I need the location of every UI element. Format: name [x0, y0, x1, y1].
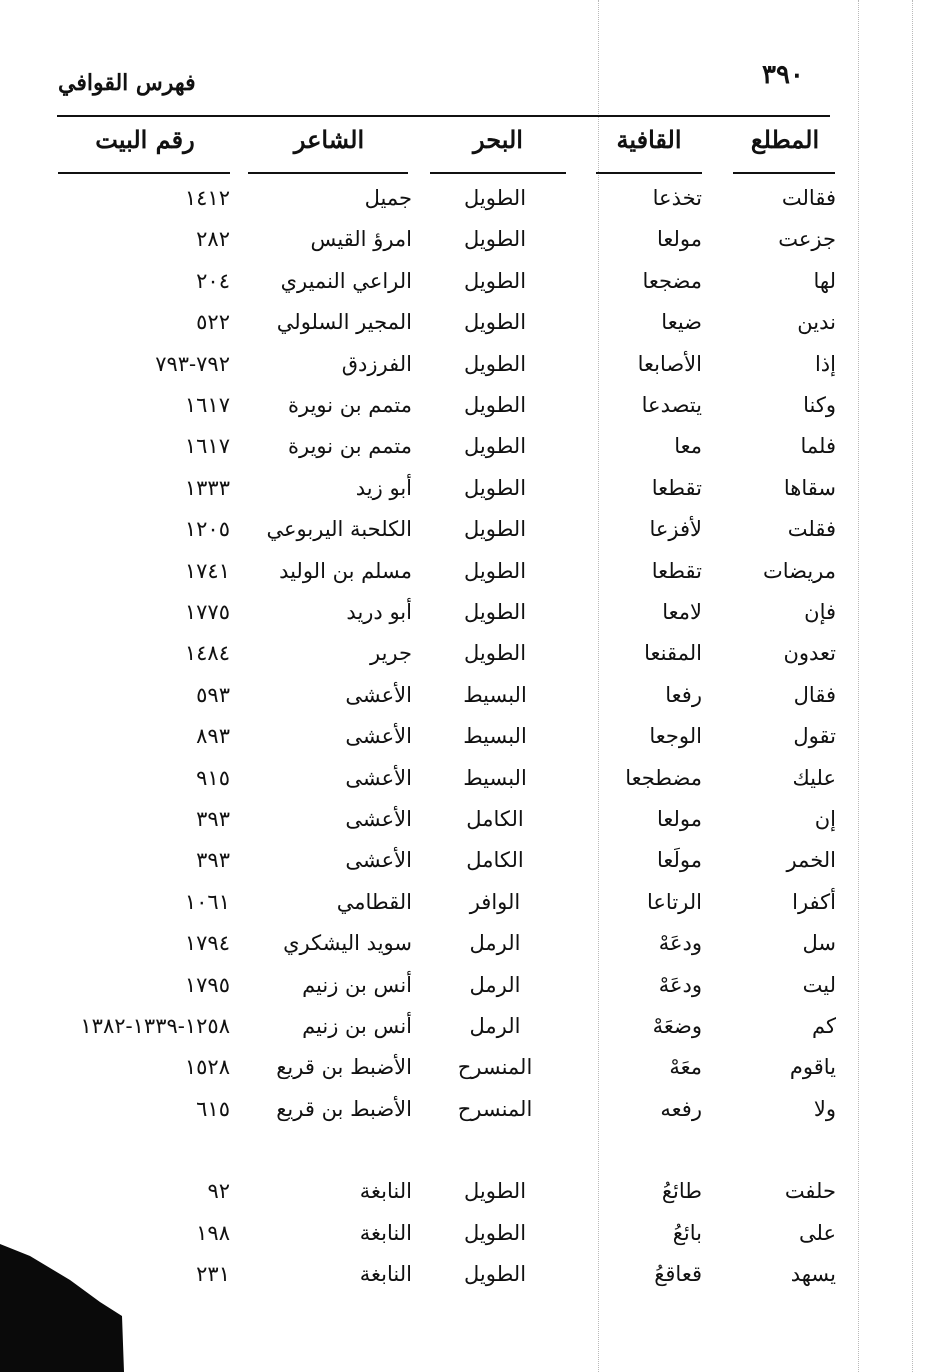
bahr-cell: الطويل — [463, 517, 527, 542]
verse-number-cell: ٥٢٢ — [196, 310, 230, 335]
shaer-cell: سويد اليشكري — [283, 931, 412, 956]
shaer-cell: جميل — [364, 186, 412, 210]
matla-cell: ولا — [813, 1096, 836, 1121]
verse-number-cell: ١٧٩٥ — [184, 972, 230, 997]
bahr-cell: البسيط — [463, 682, 527, 707]
matla-cell: مريضات — [762, 558, 836, 583]
scan-shadow-corner — [0, 1236, 124, 1372]
qafiya-cell: ضيعا — [661, 310, 702, 335]
shaer-cell: أبو زيد — [355, 475, 412, 500]
bahr-cell: المنسرح — [457, 1055, 533, 1080]
table-row — [0, 923, 934, 964]
shaer-cell: الأضبط بن قريع — [276, 1055, 412, 1080]
bahr-cell: الطويل — [463, 268, 527, 293]
table-row — [0, 385, 934, 426]
column-header-raqm: رقم البيت — [95, 125, 195, 154]
qafiya-cell: مضجعا — [642, 268, 702, 293]
qafiya-cell: الوجعا — [649, 724, 702, 749]
qafiya-cell: مضطجعا — [625, 765, 702, 790]
bahr-cell: الطويل — [463, 393, 527, 417]
table-row — [0, 468, 934, 509]
column-header-matla: المطلع — [750, 125, 820, 154]
shaer-cell: مسلم بن الوليد — [279, 558, 412, 583]
column-header-qafiya: القافية — [616, 125, 682, 154]
matla-cell: إن — [814, 807, 836, 831]
qafiya-cell: ودعَهْ — [658, 931, 702, 956]
table-row — [0, 219, 934, 260]
bahr-cell: الطويل — [463, 1262, 527, 1286]
matla-cell: ياقوم — [789, 1055, 836, 1080]
bahr-cell: الكامل — [466, 848, 524, 873]
verse-number-cell: ٢٨٢ — [196, 227, 230, 252]
matla-cell: فقلت — [787, 517, 836, 542]
bahr-cell: الطويل — [463, 1220, 527, 1245]
verse-number-cell: ٨٩٣ — [196, 724, 230, 749]
qafiya-cell: رفعا — [665, 682, 702, 707]
qafiya-cell: مولعا — [656, 227, 702, 252]
qafiya-cell: قعاقعُ — [654, 1262, 702, 1286]
matla-cell: ليت — [802, 972, 836, 997]
qafiya-cell: معا — [674, 434, 702, 459]
verse-number-cell: ١٢٠٥ — [184, 517, 230, 542]
matla-cell: الخمر — [786, 848, 836, 873]
qafiya-cell: لامعا — [662, 600, 702, 624]
matla-cell: حلفت — [784, 1179, 836, 1204]
qafiya-cell: الرتاعا — [647, 889, 702, 914]
table-row — [0, 551, 934, 592]
table-row — [0, 882, 934, 923]
verse-number-cell: ١٠٦١ — [184, 889, 230, 914]
table-row — [0, 1171, 934, 1212]
shaer-cell: الأعشى — [345, 682, 412, 707]
table-row — [0, 302, 934, 343]
table-row — [0, 675, 934, 716]
table-row — [0, 633, 934, 674]
bahr-cell: البسيط — [463, 724, 527, 749]
table-row — [0, 716, 934, 757]
shaer-cell: الكلحبة اليربوعي — [266, 517, 412, 542]
bahr-cell: الطويل — [463, 186, 527, 210]
table-row — [0, 178, 934, 219]
table-row — [0, 592, 934, 633]
shaer-cell: الأعشى — [345, 765, 412, 790]
table-row — [0, 1213, 934, 1254]
qafiya-cell: بائعُ — [672, 1220, 702, 1245]
verse-number-cell: ٥٩٣ — [196, 682, 230, 707]
verse-number-cell: ٢٣١ — [196, 1262, 230, 1286]
table-row — [0, 509, 934, 550]
shaer-cell: الفرزدق — [341, 351, 412, 376]
table-row — [0, 426, 934, 467]
verse-number-cell: ١٦١٧ — [184, 393, 230, 417]
verse-number-cell: ١٦١٧ — [184, 434, 230, 459]
matla-cell: فقال — [793, 682, 836, 707]
qafiya-cell: وضعَهْ — [652, 1014, 702, 1038]
shaer-cell: الأعشى — [345, 807, 412, 831]
column-header-bahr: البحر — [473, 125, 523, 154]
matla-cell: على — [799, 1220, 836, 1245]
verse-number-cell: ١٣٣٣ — [184, 475, 230, 500]
table-row — [0, 1047, 934, 1088]
table-row — [0, 1089, 934, 1130]
matla-cell: كم — [812, 1014, 836, 1038]
bahr-cell: الطويل — [463, 434, 527, 459]
shaer-cell: متمم بن نويرة — [287, 434, 412, 459]
shaer-cell: متمم بن نويرة — [287, 393, 412, 417]
shaer-cell: الأعشى — [345, 724, 412, 749]
matla-cell: أكفرا — [792, 889, 836, 914]
matla-cell: تقول — [793, 724, 836, 749]
table-row — [0, 1006, 934, 1047]
matla-cell: جزعت — [778, 227, 836, 252]
qafiya-cell: لأفزعا — [649, 517, 702, 542]
matla-cell: سقاها — [783, 475, 836, 500]
matla-cell: عليك — [792, 765, 836, 790]
matla-cell: فقالت — [781, 186, 836, 210]
shaer-cell: الراعي النميري — [280, 268, 412, 293]
bahr-cell: البسيط — [463, 765, 527, 790]
bahr-cell: الوافر — [469, 889, 521, 914]
table-row — [0, 965, 934, 1006]
qafiya-cell: ودعَهْ — [658, 972, 702, 997]
shaer-cell: الأعشى — [345, 848, 412, 873]
verse-number-cell: ٧٩٢-٧٩٣ — [155, 351, 230, 376]
shaer-cell: امرؤ القيس — [310, 227, 412, 252]
table-row — [0, 840, 934, 881]
verse-number-cell: ١٧٧٥ — [184, 600, 230, 624]
shaer-cell: النابغة — [359, 1179, 412, 1204]
shaer-cell: القطامي — [336, 889, 412, 914]
verse-number-cell: ٣٩٣ — [196, 807, 230, 831]
matla-cell: ندين — [797, 310, 836, 335]
matla-cell: لها — [813, 268, 836, 293]
verse-number-cell: ٩١٥ — [196, 765, 230, 790]
verse-number-cell: ١٧٤١ — [184, 558, 230, 583]
bahr-cell: المنسرح — [457, 1096, 533, 1121]
verse-number-cell: ١٢٥٨-١٣٣٩-١٣٨٢ — [80, 1014, 230, 1038]
verse-number-cell: ١٧٩٤ — [184, 931, 230, 956]
bahr-cell: الرمل — [469, 931, 521, 956]
matla-cell: سل — [802, 931, 836, 956]
bahr-cell: الطويل — [463, 641, 527, 666]
shaer-cell: أنس بن زنيم — [302, 972, 412, 997]
shaer-cell: النابغة — [359, 1262, 412, 1286]
column-header-shaer: الشاعر — [293, 125, 365, 154]
bahr-cell: الطويل — [463, 600, 527, 624]
qafiya-cell: رفعه — [660, 1096, 702, 1121]
verse-number-cell: ١٤١٢ — [184, 186, 230, 210]
table-row — [0, 1254, 934, 1295]
verse-number-cell: ٦١٥ — [196, 1096, 230, 1121]
shaer-cell: أنس بن زنيم — [302, 1014, 412, 1038]
verse-number-cell: ٩٢ — [207, 1179, 230, 1204]
matla-cell: تعدون — [783, 641, 836, 666]
qafiya-cell: طائعُ — [661, 1179, 702, 1204]
shaer-cell: أبو دريد — [346, 600, 412, 624]
qafiya-cell: مولَعا — [656, 848, 702, 873]
matla-cell: وكنا — [803, 393, 836, 417]
qafiya-cell: تخذعا — [652, 186, 702, 210]
shaer-cell: النابغة — [359, 1220, 412, 1245]
qafiya-cell: مولعا — [656, 807, 702, 831]
bahr-cell: الطويل — [463, 351, 527, 376]
bahr-cell: الطويل — [463, 310, 527, 335]
bahr-cell: الطويل — [463, 1179, 527, 1204]
table-row — [0, 799, 934, 840]
matla-cell: يسهد — [790, 1262, 836, 1286]
page-number: ٣٩٠ — [762, 60, 804, 90]
shaer-cell: المجير السلولي — [276, 310, 412, 335]
qafiya-cell: معَهْ — [669, 1055, 702, 1080]
table-row — [0, 758, 934, 799]
verse-number-cell: ٣٩٣ — [196, 848, 230, 873]
bahr-cell: الطويل — [463, 558, 527, 583]
bahr-cell: الطويل — [463, 475, 527, 500]
qafiya-cell: تقطعا — [651, 558, 702, 583]
qafiya-cell: المقنعا — [644, 641, 702, 666]
qafiya-cell: الأصابعا — [637, 351, 702, 376]
shaer-cell: جرير — [370, 641, 412, 666]
bahr-cell: الطويل — [463, 227, 527, 252]
bahr-cell: الرمل — [469, 1014, 521, 1038]
bahr-cell: الكامل — [466, 807, 524, 831]
qafiya-cell: تقطعا — [651, 475, 702, 500]
verse-number-cell: ١٥٢٨ — [184, 1055, 230, 1080]
verse-number-cell: ٢٠٤ — [196, 268, 230, 293]
verse-number-cell: ١٩٨ — [196, 1220, 230, 1245]
table-row — [0, 261, 934, 302]
qafiya-cell: يتصدعا — [641, 393, 702, 417]
index-title: فهرس القوافي — [58, 70, 196, 96]
verse-number-cell: ١٤٨٤ — [184, 641, 230, 666]
matla-cell: إذا — [814, 351, 836, 376]
matla-cell: فلما — [800, 434, 836, 459]
matla-cell: فإن — [804, 600, 836, 624]
shaer-cell: الأضبط بن قريع — [276, 1096, 412, 1121]
table-row — [0, 344, 934, 385]
bahr-cell: الرمل — [469, 972, 521, 997]
